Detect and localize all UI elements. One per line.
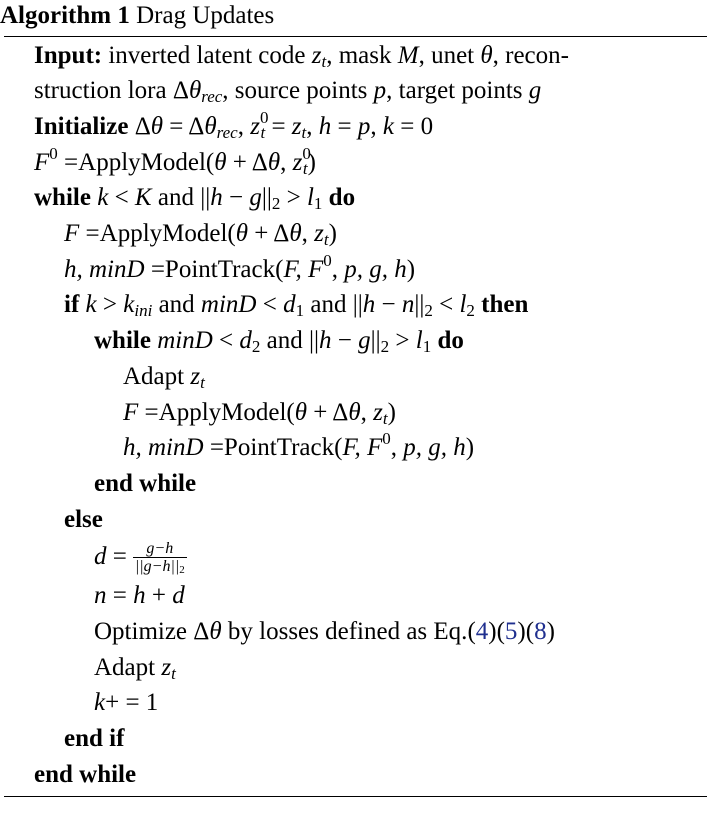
- line-increment: k+ = 1: [94, 689, 159, 716]
- line-adapt-inner: Adapt $z_t$: [123, 363, 205, 392]
- apply-model-fn: ApplyModel: [78, 149, 206, 176]
- line-else: else: [64, 506, 103, 533]
- input-keyword: Input:: [34, 42, 103, 69]
- line-if: if $k > k_{ini}$ and $\min D < d_1$ and $||h - n||_2 < l_2$ then: [64, 291, 529, 320]
- algorithm-caption: [0, 2, 274, 30]
- line-apply-model-inner: F =ApplyModel(θ + Δθ, $z_t$): [123, 399, 396, 428]
- line-point-track: h, minD =PointTrack(F, $F^0$, p, g, h): [64, 251, 416, 283]
- line-outer-while: while k < K and $||h - g||_2 > l_1$ do: [34, 184, 356, 213]
- eq-ref-5[interactable]: 5: [504, 618, 518, 645]
- line-input: Input: inverted latent code $z_t$, mask M, unet θ, recon-: [34, 42, 569, 71]
- line-initialize: Initialize $\Delta\theta = \Delta\theta_{rec}$, $z^0_t = z_t$, h = p, k = 0: [34, 108, 434, 142]
- eq-ref-4[interactable]: 4: [475, 618, 489, 645]
- algorithm-label: Algorithm 1: [0, 2, 130, 29]
- direction-fraction: $\frac{g-h}{||g-h||_2}$: [134, 540, 185, 577]
- line-end-while-inner: end while: [94, 470, 197, 497]
- caption-rule: [4, 36, 707, 37]
- line-end-if: end if: [64, 725, 125, 752]
- point-track-fn: PointTrack: [164, 256, 276, 283]
- line-update-n: n = h + d: [94, 582, 185, 609]
- bottom-rule: [4, 796, 707, 797]
- line-direction: d = $\frac{g-h}{||g-h||_2}$: [94, 540, 185, 577]
- line-point-track-inner: h, minD =PointTrack(F, $F^0$, p, g, h): [123, 429, 475, 461]
- algorithm-title: Drag Updates: [136, 2, 275, 29]
- line-input-cont: struction lora $\Delta\theta_{rec}$, source points p, target points g: [34, 77, 542, 106]
- initialize-keyword: Initialize: [34, 113, 129, 140]
- line-optimize: Optimize Δθ by losses defined as Eq.(4)(5)(8): [94, 618, 555, 645]
- line-inner-while: while $\min D < d_2$ and $||h - g||_2 > l_1$ do: [94, 327, 464, 356]
- line-adapt: Adapt $z_t$: [94, 654, 176, 683]
- eq-ref-8[interactable]: 8: [534, 618, 547, 645]
- line-f0: $F^0$ =ApplyModel(θ + Δθ, $z^0_t$): [34, 144, 316, 178]
- line-apply-model: F =ApplyModel(θ + Δθ, $z_t$): [64, 220, 337, 249]
- line-end-while-outer: end while: [34, 761, 137, 788]
